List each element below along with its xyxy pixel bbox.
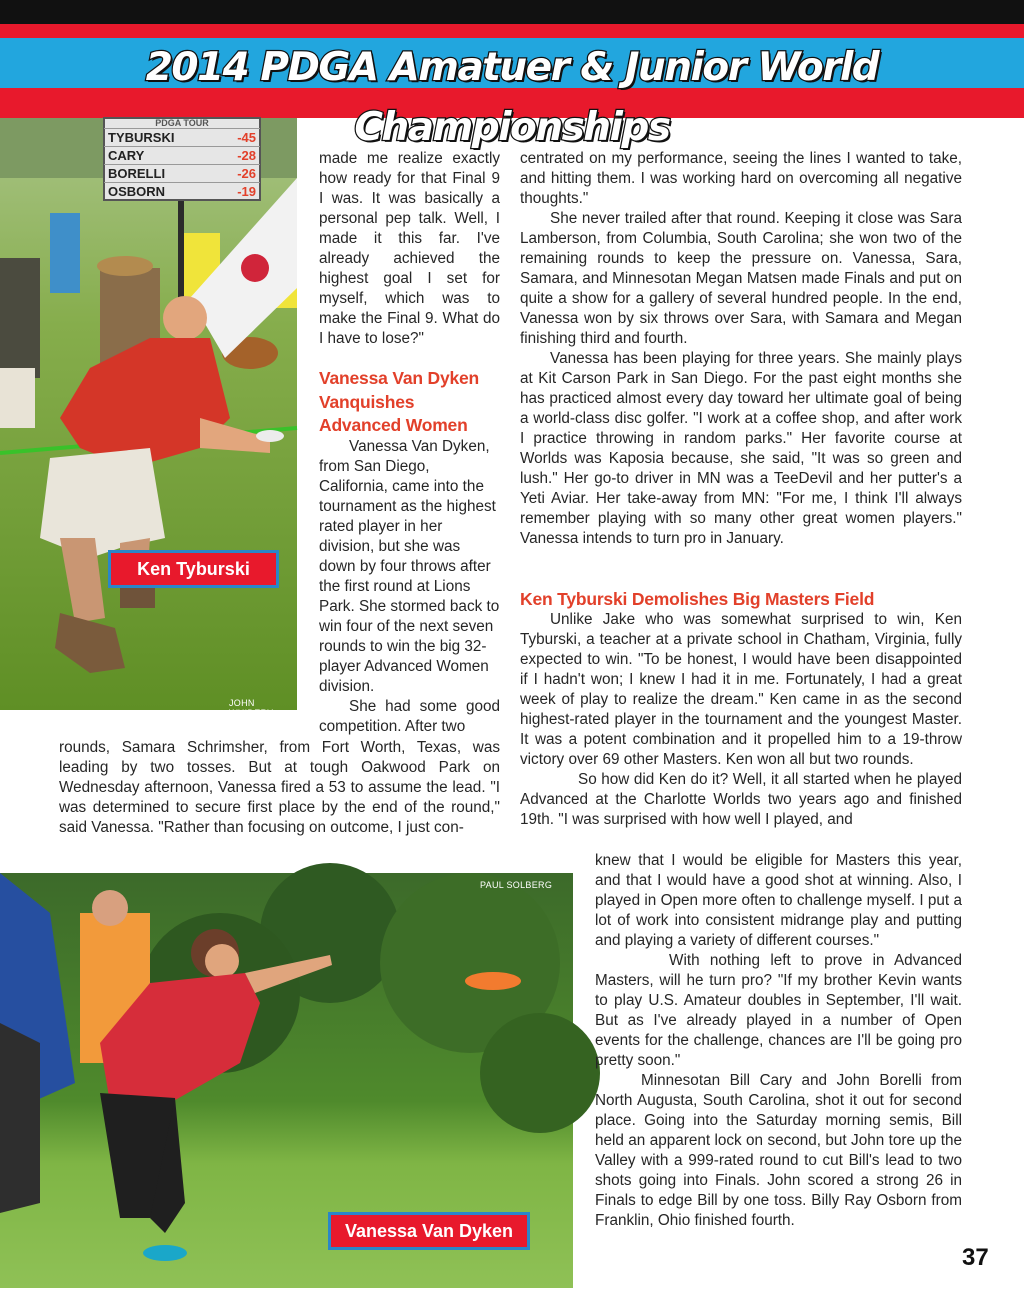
banner-red-stripe xyxy=(0,24,1024,38)
col2-bottom xyxy=(595,851,962,1231)
caption-ken-tyburski: Ken Tyburski xyxy=(108,550,279,588)
scoreboard-row xyxy=(104,146,260,164)
scoreboard-row xyxy=(104,182,260,200)
heading-ken-tyburski: Ken Tyburski Demolishes Big Masters Field xyxy=(520,589,875,609)
scoreboard-header: PDGA TOUR xyxy=(155,118,209,128)
scoreboard-score: -19 xyxy=(237,184,256,199)
col2-paragraph-5b: knew that I would be eligible for Masters this year, and that I would have a good shot at winning. Also, I played in Open more often to challenge myself. I put a lot of work into consistent midrange play and putting and playing a variety of different courses." xyxy=(595,852,962,949)
banner-top-bar xyxy=(0,0,1024,24)
col2-paragraph-2: She never trailed after that round. Keeping it close was Sara Lamberson, from Columbia, South Carolina; she won two of the remaining rounds to keep the pressure on. Vanessa, Sara, Samara, and Minnesotan Megan Matsen made Finals and put on quite a show for a gallery of several hundred people. In the end, Vanessa won by six throws over Sara, with Samara and Megan finishing third and fourth. xyxy=(520,210,962,347)
col2-middle xyxy=(520,610,962,830)
scoreboard-name: CARY xyxy=(108,148,145,163)
photo-credit-top: JOHN WHIDERY xyxy=(229,698,274,718)
col1-intro-paragraph: made me realize exactly how ready for that Final 9 I was. It was basically a personal pep talk. Well, I made it this far. I've already achieved the highest goal I set for myself, which was to make the Final 9. What do I have to lose?" xyxy=(319,150,500,347)
col2-paragraph-3: Vanessa has been playing for three years. She mainly plays at Kit Carson Park in San Diego. For the past eight months she has practiced almost every day toward her ultimate goal of being a world-class disc golfer. "I work at a coffee shop, and after work I practice throwing in random parks." Her favorite course at Worlds was Kaposia because, she said, "It was so green and lush." Her go-to driver in MN was a TeeDevil and her putter's a Yeti Aviar. Her take-away from MN: "For me, I think I'll always remember playing with so many other great women players." Vanessa intends to turn pro in January. xyxy=(520,350,962,547)
scoreboard-row xyxy=(104,128,260,146)
scoreboard-name: OSBORN xyxy=(108,184,166,199)
col2-paragraph-6: With nothing left to prove in Advanced Masters, will he turn pro? "If my brother Kevin wants to play U.S. Amateur doubles in September, I'll wait. But as I've already played in a number of Open events for the challenge, chances are I'll be going pro pretty soon." xyxy=(595,952,962,1069)
heading-vanessa-van-dyken: Vanessa Van Dyken Vanquishes Advanced Women xyxy=(319,368,480,435)
col2-top xyxy=(520,149,962,549)
photo-ken-tyburski xyxy=(0,118,297,718)
scoreboard-score: -26 xyxy=(237,166,256,181)
col1-intro xyxy=(319,149,500,349)
scoreboard xyxy=(104,118,260,200)
col1-paragraph-1: Vanessa Van Dyken, from San Diego, California, came into the tournament as the highest rated player in her division, but she was down by four throws after the first round at Lions Park. She stormed back to win four of the next seven rounds to win the big 32-player Advanced Women division. xyxy=(319,438,500,695)
photo-vanessa-van-dyken xyxy=(0,873,573,1288)
col1-paragraph-2a: She had some good competition. After two xyxy=(319,698,500,735)
photo-credit-bottom: PAUL SOLBERG xyxy=(480,880,553,890)
col1-body xyxy=(319,437,500,737)
col2-paragraph-4: Unlike Jake who was somewhat surprised to win, Ken Tyburski, a teacher at a private school in Chatham, Virginia, fully expected to win. "To be honest, I would have been disappointed if I hadn't won; I knew I had it in me. Fortunately, I had a great week of play to realize the dream." Ken came in as the second highest-rated player in the tournament and the youngest Master. It was a potent combination and it propelled him to a 19-throw victory over 69 other Masters. Ken won all but two rounds. xyxy=(520,611,962,768)
col2-paragraph-5: So how did Ken do it? Well, it all started when he played Advanced at the Charlotte Worlds two years ago and finished 19th. "I was surprised with how well I played, and xyxy=(520,771,962,828)
scoreboard-score: -45 xyxy=(237,130,256,145)
scoreboard-name: TYBURSKI xyxy=(108,130,175,145)
page-number: 37 xyxy=(962,1244,989,1271)
caption-vanessa-van-dyken: Vanessa Van Dyken xyxy=(328,1212,530,1250)
scoreboard-name: BORELLI xyxy=(108,166,166,181)
col2-paragraph-1: centrated on my performance, seeing the lines I wanted to take, and hitting them. I was working hard on overcoming all negative thoughts." xyxy=(520,150,962,207)
scoreboard-score: -28 xyxy=(237,148,256,163)
col1-wide xyxy=(59,738,500,838)
photo-ken-illustration xyxy=(0,118,297,710)
col1-paragraph-2b: rounds, Samara Schrimsher, from Fort Worth, Texas, was leading by two tosses. But at tough Oakwood Park on Wednesday afternoon, Vanessa fired a 53 to assume the lead. "I was determined to secure first place by the end of the round," said Vanessa. "Rather than focusing on outcome, I just con- xyxy=(59,739,500,836)
banner-title: 2014 PDGA Amatuer & Junior World Championships xyxy=(145,45,879,150)
col2-paragraph-7: Minnesotan Bill Cary and John Borelli from North Augusta, South Carolina, shot it out for second place. Going into the Saturday morning semis, Bill held an apparent lock on second, but John tore up the Valley with a 999-rated round to cut Bill's lead to two shots going into Finals. John scored a strong 26 in Finals to edge Bill by one toss. Billy Ray Osborn from Franklin, Ohio finished fourth. xyxy=(595,1072,962,1229)
scoreboard-row xyxy=(104,164,260,182)
